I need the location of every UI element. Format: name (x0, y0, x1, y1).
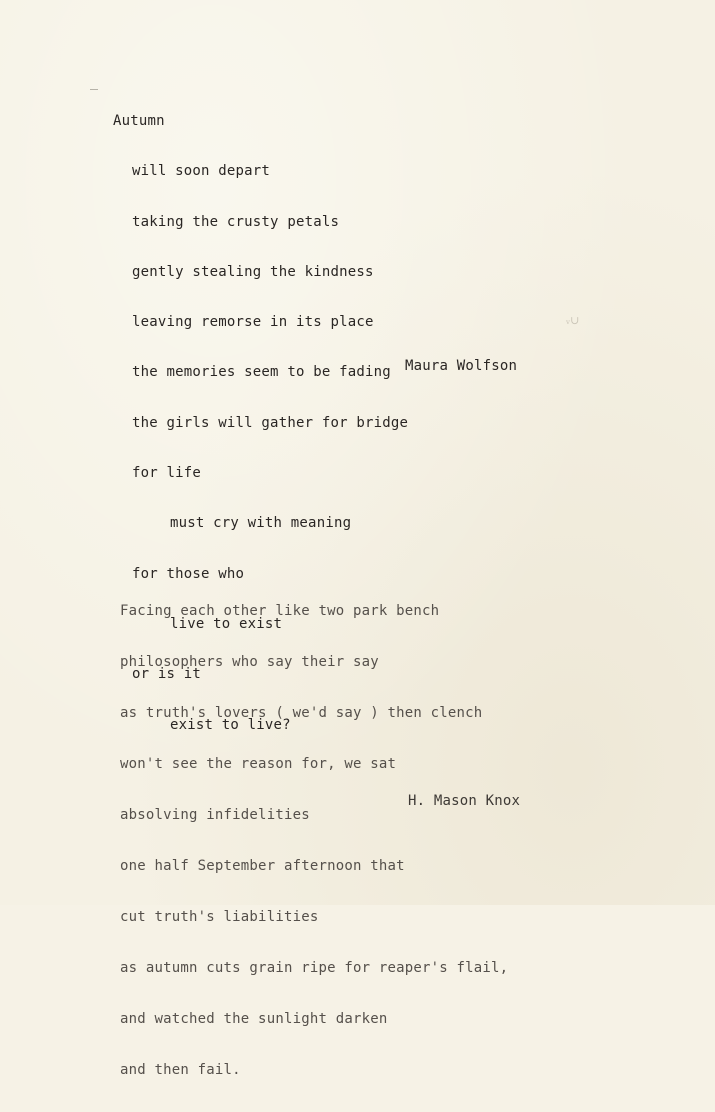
poem-line: taking the crusty petals (132, 213, 340, 230)
poem-line: exist to live? (170, 716, 291, 733)
poem-line: won't see the reason for, we sat (120, 756, 397, 772)
poem-line: for life (132, 465, 202, 482)
paper-smudge: ᵥ∪ (566, 314, 580, 327)
poem-line: Autumn (113, 113, 165, 129)
poem-line: the memories seem to be fading (132, 364, 391, 381)
poem-facing-each-other (120, 570, 508, 1112)
margin-mark (90, 89, 98, 90)
poem-line: philosophers who say their say (120, 654, 379, 670)
poem-line: will soon depart (132, 163, 271, 180)
poem-line: absolving infidelities (120, 807, 310, 823)
poem-line: or is it (132, 666, 202, 683)
poem-line: Facing each other like two park bench (120, 603, 440, 619)
poem-line: for those who (132, 565, 245, 582)
poem-line: live to exist (170, 615, 283, 632)
poem-line: and watched the sunlight darken (120, 1011, 388, 1027)
poem-line: gently stealing the kindness (132, 263, 374, 280)
poem-line: one half September afternoon that (120, 858, 405, 874)
poem-line: cut truth's liabilities (120, 909, 319, 925)
poem-line: as truth's lovers ( we'd say ) then clench (120, 705, 483, 721)
poem-line: the girls will gather for bridge (132, 414, 409, 431)
poem-line: and then fail. (120, 1062, 241, 1078)
poem-author-maura-wolfson: Maura Wolfson (405, 358, 518, 374)
poem-author-h-mason-knox: H. Mason Knox (408, 793, 521, 809)
poem-line: must cry with meaning (170, 515, 352, 532)
poem-line: as autumn cuts grain ripe for reaper's flail, (120, 960, 509, 976)
poem-line: leaving remorse in its place (132, 314, 374, 331)
